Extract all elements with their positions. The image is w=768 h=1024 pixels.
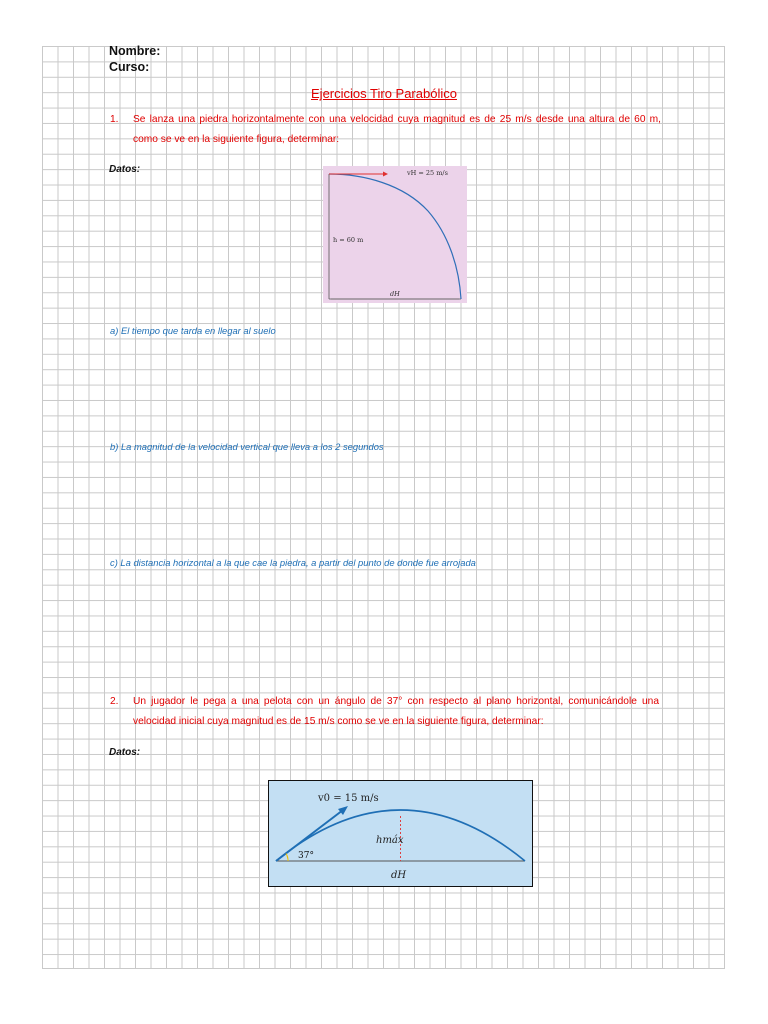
figure-2-distance-label: dH — [391, 870, 407, 881]
course-label: Curso: — [109, 60, 150, 74]
exercise-2-datos-label: Datos: — [109, 747, 141, 758]
question-a: a) El tiempo que tarda en llegar al suelo — [110, 325, 276, 336]
exercise-2-number: 2. — [110, 696, 119, 707]
oblique-launch-figure — [268, 780, 533, 887]
page-title — [0, 86, 768, 101]
figure-1-background — [323, 166, 467, 303]
horizontal-launch-figure — [323, 166, 467, 303]
name-label: Nombre: — [109, 44, 161, 58]
question-c: c) La distancia horizontal a la que cae la piedra, a partir del punto de donde fue arrojada — [110, 557, 476, 568]
page-title-text: Ejercicios Tiro Parabólico — [311, 86, 457, 101]
figure-1-distance-label: dH — [390, 290, 400, 298]
figure-1-velocity-label: vH = 25 m/s — [407, 169, 448, 177]
figure-2-velocity-label: v0 = 15 m/s — [318, 793, 379, 804]
exercise-2-text: Un jugador le pega a una pelota con un ángulo de 37° con respecto al plano horizontal, comunicándole una velocidad inicial cuya magnitud es de 15 m/s como se ve en la siguiente figura, determinar: — [133, 696, 659, 727]
exercise-1-datos-label: Datos: — [109, 164, 141, 175]
figure-1-height-label: h = 60 m — [333, 236, 364, 244]
figure-2-hmax-label: hmáx — [376, 835, 404, 846]
figure-2-angle-label: 37° — [298, 851, 314, 861]
question-b: b) La magnitud de la velocidad vertical que lleva a los 2 segundos — [110, 441, 384, 452]
exercise-1-number: 1. — [110, 114, 119, 125]
exercise-1-text: Se lanza una piedra horizontalmente con una velocidad cuya magnitud es de 25 m/s desde una altura de 60 m, como se ve en la siguiente figura, determinar: — [133, 114, 661, 145]
